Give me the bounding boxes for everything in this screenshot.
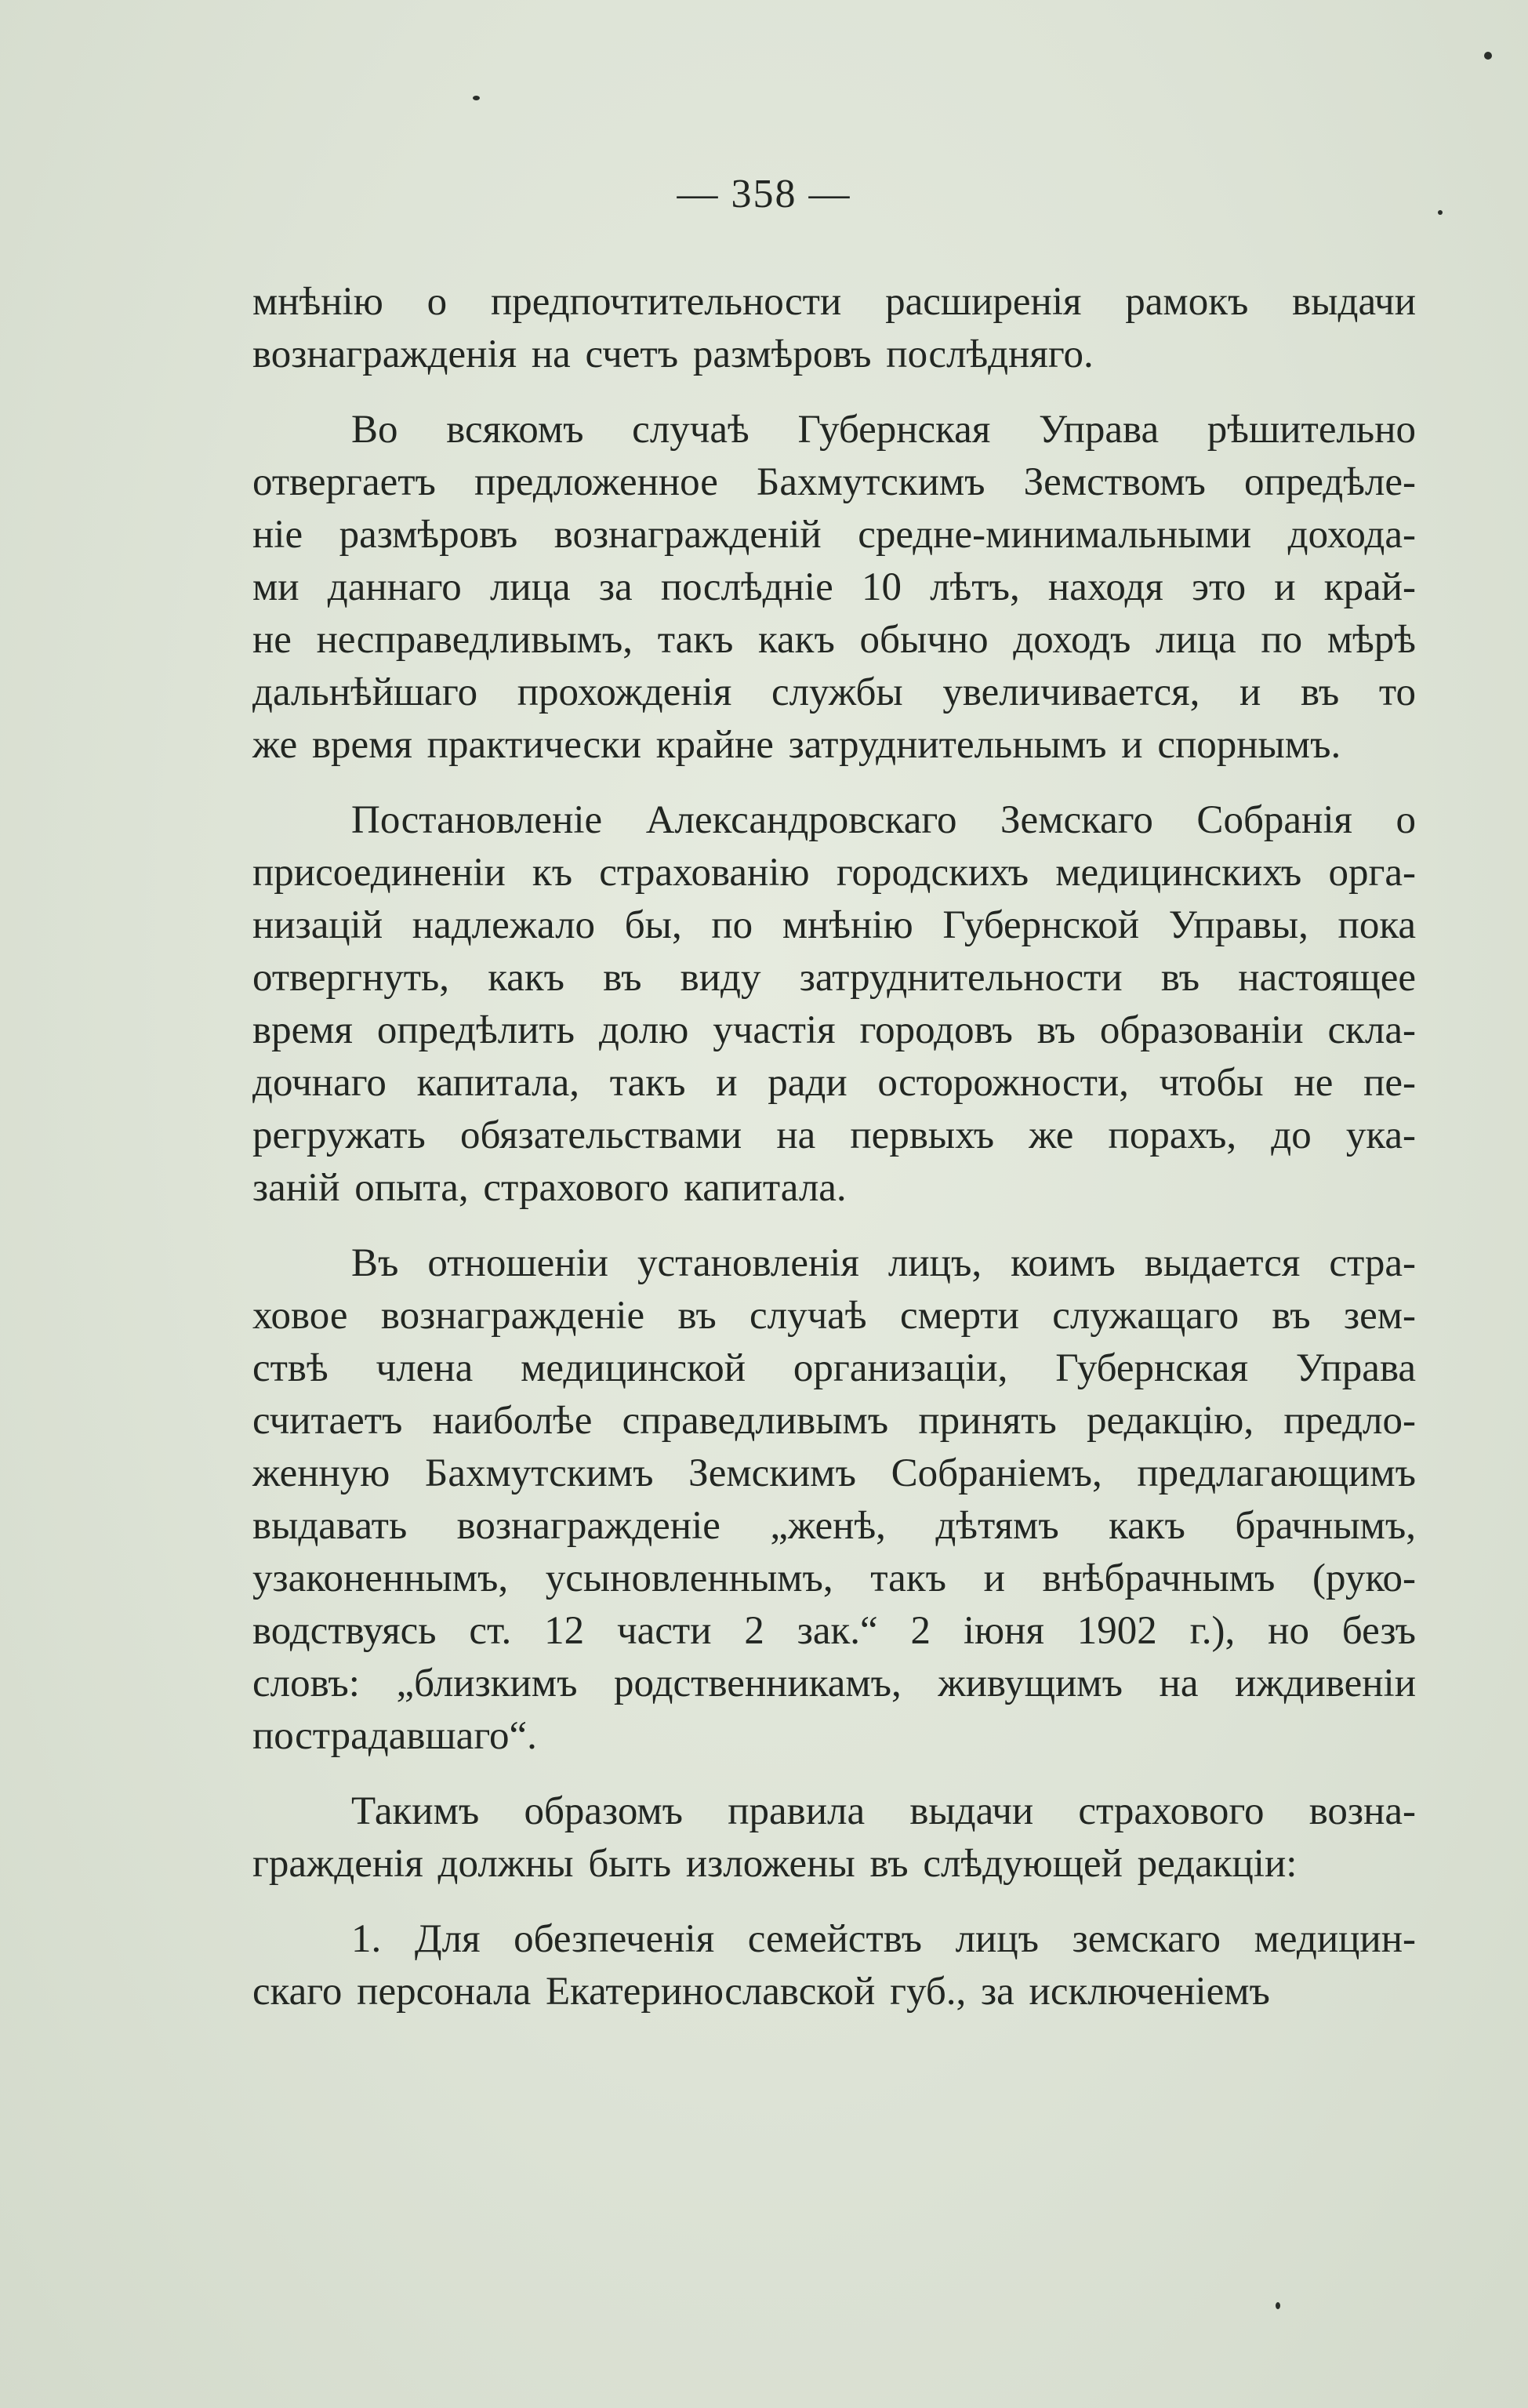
text-line: присоединеніи къ страхованію городскихъ медицинскихъ орга- <box>252 851 1416 895</box>
paragraph-p1 <box>252 276 1416 381</box>
text-line: Во всякомъ случаѣ Губернская Управа рѣшительно <box>351 408 1416 452</box>
paragraph-p3 <box>252 794 1416 1215</box>
paragraph-p6 <box>252 1913 1416 2018</box>
text-line: ми даннаго лица за послѣдніе 10 лѣтъ, находя это и край- <box>252 565 1416 609</box>
text-line: регружать обязательствами на первыхъ же порахъ, до ука- <box>252 1113 1416 1157</box>
print-speck <box>473 96 480 100</box>
text-line: женную Бахмутскимъ Земскимъ Собраніемъ, предлагающимъ <box>252 1451 1416 1495</box>
text-line: же время практически крайне затруднительнымъ и спорнымъ. <box>252 723 1341 767</box>
print-speck <box>1276 2302 1280 2309</box>
text-line: низацій надлежало бы, по мнѣнію Губернской Управы, пока <box>252 903 1416 947</box>
paragraph-p2 <box>252 404 1416 772</box>
text-line: время опредѣлить долю участія городовъ въ образованіи скла- <box>252 1008 1416 1052</box>
paragraph-p5 <box>252 1785 1416 1890</box>
text-line: Въ отношеніи установленія лицъ, коимъ выдается стра- <box>351 1241 1416 1285</box>
text-line: вознагражденія на счетъ размѣровъ послѣдняго. <box>252 332 1094 376</box>
text-line: гражденія должны быть изложены въ слѣдующей редакціи: <box>252 1842 1298 1886</box>
text-line: отвергнуть, какъ въ виду затруднительности въ настоящее <box>252 956 1416 1000</box>
text-line: Постановленіе Александровскаго Земскаго Собранія о <box>351 798 1416 842</box>
text-line: отвергаетъ предложенное Бахмутскимъ Земствомъ опредѣле- <box>252 460 1416 504</box>
text-line: словъ: „близкимъ родственникамъ, живущимъ на иждивеніи <box>252 1662 1416 1705</box>
text-line: ховое вознагражденіе въ случаѣ смерти служащаго въ зем- <box>252 1294 1416 1338</box>
text-line: узаконеннымъ, усыновленнымъ, такъ и внѣбрачнымъ (руко- <box>252 1556 1416 1600</box>
page-number: — 358 — <box>677 172 851 216</box>
text-line: пострадавшаго“. <box>252 1714 537 1758</box>
text-line: Такимъ образомъ правила выдачи страхового возна- <box>351 1789 1416 1833</box>
text-line: 1. Для обезпеченія семействъ лицъ земскаго медицин- <box>351 1917 1416 1961</box>
text-line: дочнаго капитала, такъ и ради осторожности, чтобы не пе- <box>252 1061 1416 1105</box>
text-line: мнѣнію о предпочтительности расширенія рамокъ выдачи <box>252 280 1416 324</box>
print-speck <box>1484 52 1492 60</box>
text-line: ніе размѣровъ вознагражденій средне-минимальными дохода- <box>252 513 1416 557</box>
paragraph-p4 <box>252 1237 1416 1763</box>
print-speck <box>1438 210 1443 215</box>
text-line: считаетъ наиболѣе справедливымъ принять редакцію, предло- <box>252 1399 1416 1443</box>
text-line: ствѣ члена медицинской организаціи, Губернская Управа <box>252 1346 1416 1390</box>
text-line: заній опыта, страхового капитала. <box>252 1166 847 1210</box>
text-line: скаго персонала Екатеринославской губ., за исключеніемъ <box>252 1970 1270 2014</box>
text-line: водствуясь ст. 12 части 2 зак.“ 2 іюня 1902 г.), но безъ <box>252 1609 1416 1653</box>
page-body-text <box>252 276 1416 2041</box>
text-line: не несправедливымъ, такъ какъ обычно доходъ лица по мѣрѣ <box>252 618 1416 662</box>
text-line: выдавать вознагражденіе „женѣ, дѣтямъ какъ брачнымъ, <box>252 1504 1416 1548</box>
text-line: дальнѣйшаго прохожденія службы увеличивается, и въ то <box>252 670 1416 714</box>
